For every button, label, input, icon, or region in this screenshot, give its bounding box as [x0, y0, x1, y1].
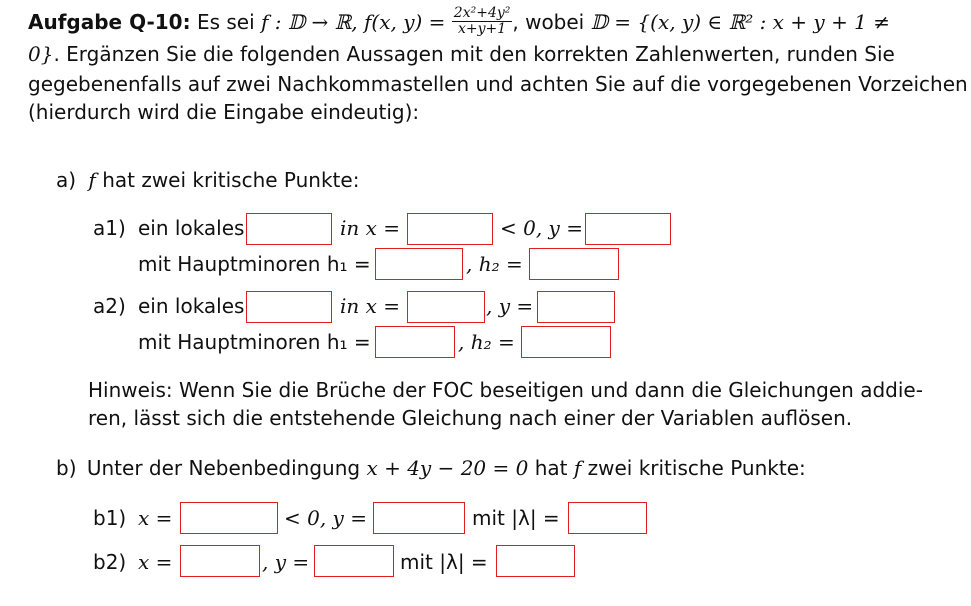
a1-label: a1): [93, 216, 126, 240]
a1-h2-input[interactable]: [529, 248, 619, 280]
a2-x-input[interactable]: [407, 291, 485, 323]
task-heading: Aufgabe Q-10:: [28, 10, 191, 34]
part-b-heading: [56, 454, 806, 482]
part-a-text: hat zwei kritische Punkte:: [102, 168, 360, 192]
task-fraction: [452, 6, 513, 37]
a2-y: , y =: [486, 294, 534, 318]
a1-extremum-type-input[interactable]: [246, 213, 332, 245]
a2-extremum-type-input[interactable]: [246, 291, 332, 323]
a1-in-x: in x =: [340, 216, 401, 240]
a1-lokales: ein lokales: [138, 216, 245, 240]
hint-line-2: ren, lässt sich die entstehende Gleichung nach einer der Variablen auflösen.: [88, 406, 853, 430]
part-a-f: f: [88, 168, 96, 192]
task-where: , wobei: [512, 10, 585, 34]
b2-lambda-input[interactable]: [496, 545, 575, 577]
a1-h2: , h₂ =: [466, 252, 523, 276]
b1-lambda-input[interactable]: [568, 502, 647, 534]
part-b-text-post: zwei kritische Punkte:: [587, 456, 806, 480]
b2-x: x =: [138, 550, 173, 574]
a2-minoren: mit Hauptminoren h₁ =: [138, 330, 371, 354]
a1-y-input[interactable]: [585, 213, 671, 245]
b2-label: b2): [93, 550, 127, 574]
fraction-numerator: 2x²+4y²: [453, 5, 511, 21]
task-line-3: gegebenenfalls auf zwei Nachkommastellen und achten Sie auf die vorgegebenen Vorzeichen: [28, 72, 968, 96]
b2-y-input[interactable]: [314, 545, 394, 577]
part-a-heading: [56, 166, 359, 194]
part-b-text-pre: Unter der Nebenbedingung: [86, 456, 361, 480]
a2-in-x: in x =: [340, 294, 401, 318]
part-b-text-mid: hat: [534, 456, 568, 480]
part-b-label: b): [56, 456, 77, 480]
part-a-label: a): [56, 168, 77, 192]
b1-lt0-y: < 0, y =: [284, 506, 367, 530]
hint-line-1: Hinweis: Wenn Sie die Brüche der FOC beseitigen und dann die Gleichungen addie-: [88, 378, 923, 402]
b2-y: , y =: [262, 550, 310, 574]
b2-x-input[interactable]: [180, 545, 260, 577]
a1-minoren: mit Hauptminoren h₁ =: [138, 252, 371, 276]
b1-y-input[interactable]: [373, 502, 465, 534]
task-lead: Es sei: [196, 10, 255, 34]
b1-x: x =: [138, 506, 173, 530]
part-b-f: f: [573, 456, 582, 480]
b2-lambda: mit |λ| =: [400, 550, 488, 574]
a2-h2: , h₂ =: [458, 330, 515, 354]
part-b-constraint: x + 4y − 20 = 0: [366, 456, 529, 480]
task-line-2: [28, 40, 908, 68]
task-line-1: [28, 6, 890, 38]
a1-h1-input[interactable]: [375, 248, 463, 280]
a2-h1-input[interactable]: [375, 326, 455, 358]
task-map: f : 𝔻 → ℝ,: [261, 10, 358, 34]
task-domain-end: 0}: [28, 42, 54, 66]
task-domain: 𝔻 = {(x, y) ∈ ℝ² : x + y + 1 ≠: [590, 10, 891, 34]
b1-lambda: mit |λ| =: [472, 506, 560, 530]
a2-h2-input[interactable]: [521, 326, 611, 358]
a2-lokales: ein lokales: [138, 294, 245, 318]
b1-label: b1): [93, 506, 127, 530]
a1-x-input[interactable]: [407, 213, 493, 245]
b1-x-input[interactable]: [180, 502, 278, 534]
fraction-denominator: x+y+1: [457, 21, 507, 37]
task-function-lhs: f(x, y) =: [364, 10, 446, 34]
a1-lt0-y: < 0, y =: [500, 216, 583, 240]
task-line-2-text: . Ergänzen Sie die folgenden Aussagen mit den korrekten Zahlenwerten, runden Sie: [53, 42, 895, 66]
task-line-4: (hierdurch wird die Eingabe eindeutig):: [28, 100, 420, 124]
a2-label: a2): [93, 294, 126, 318]
a2-y-input[interactable]: [537, 291, 615, 323]
